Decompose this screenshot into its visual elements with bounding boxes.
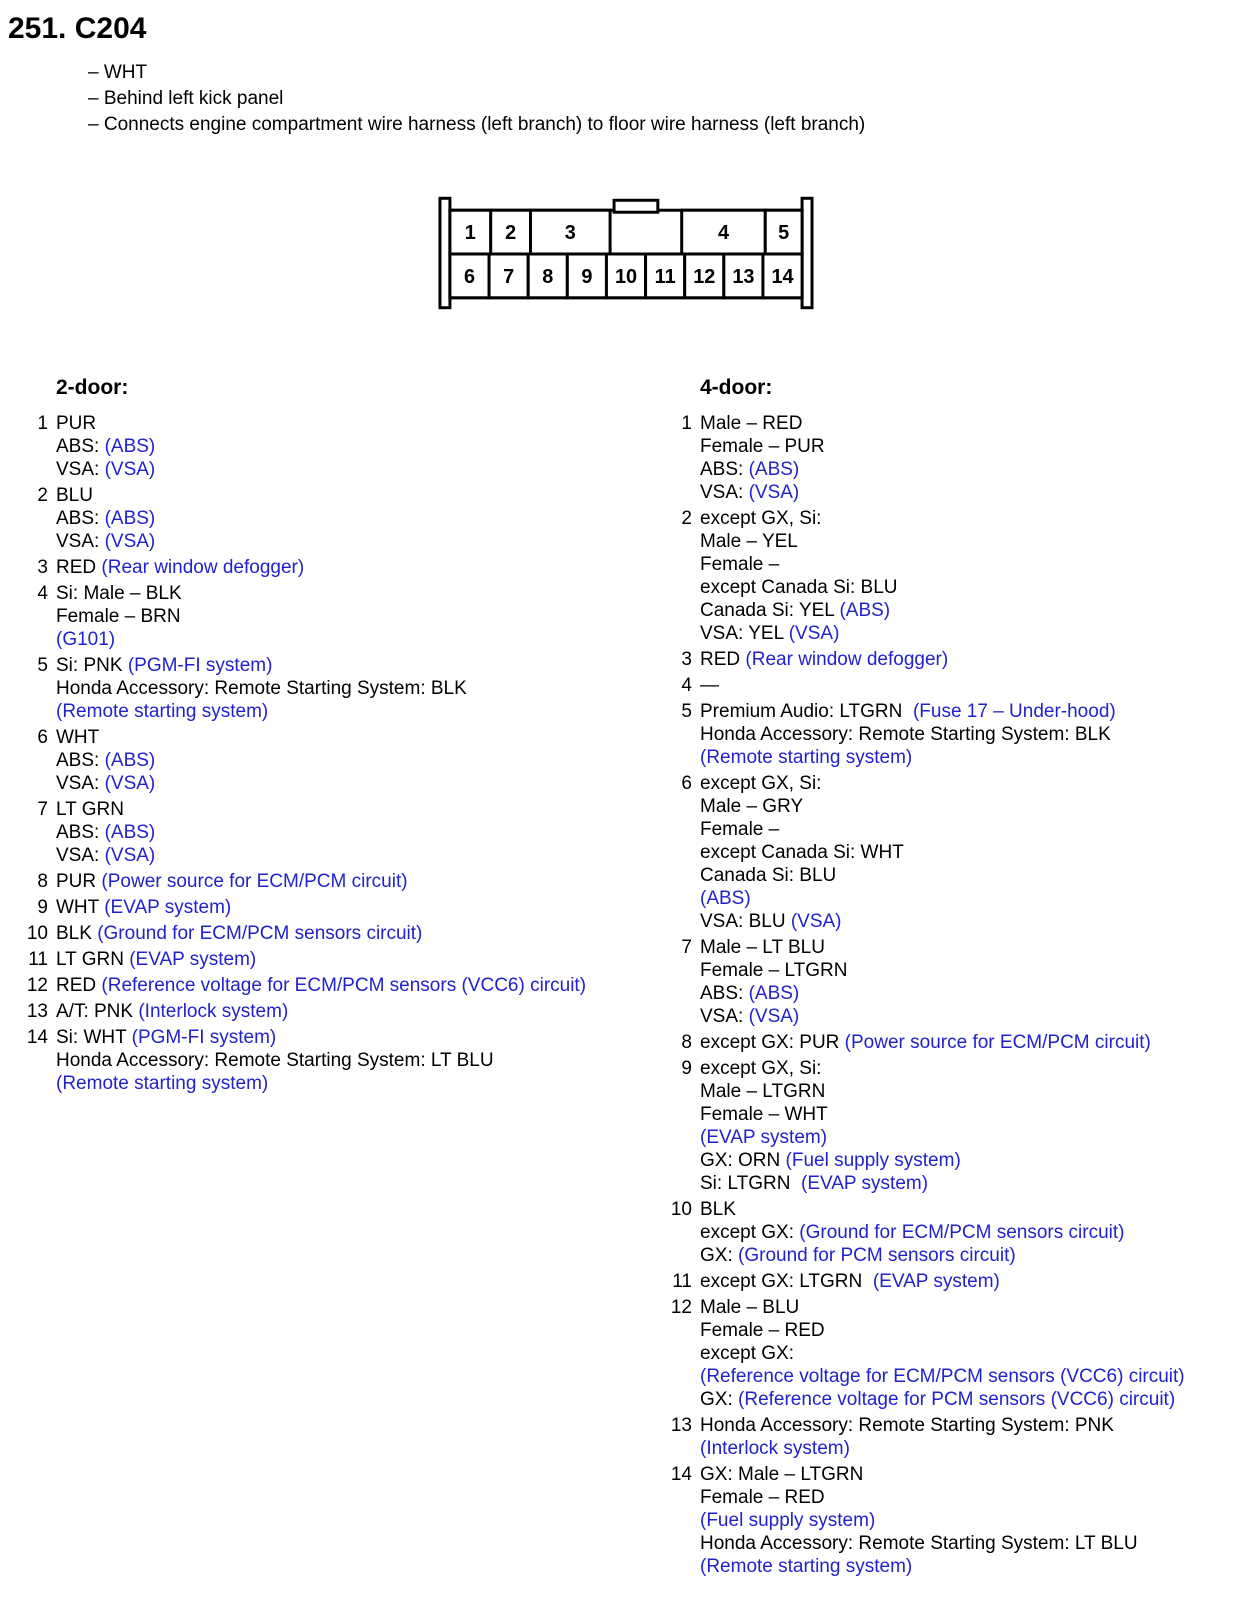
pin-text: Male – BLU [700, 1297, 800, 1318]
pin-line [700, 795, 1231, 818]
pin-number: 13 [26, 1001, 48, 1022]
pin-text: Female – RED [700, 1320, 825, 1341]
pin-line [700, 1031, 1231, 1054]
pin-line [700, 530, 1231, 553]
pin-entry [18, 870, 662, 893]
pin-line [700, 1198, 1231, 1221]
pin-number: 7 [681, 937, 692, 958]
pin-text: VSA: YEL [700, 623, 789, 644]
pin-line [700, 723, 1231, 746]
svg-text:3: 3 [564, 222, 576, 245]
pin-description [700, 674, 1231, 697]
svg-text:1: 1 [464, 222, 476, 245]
system-reference-link[interactable]: (EVAP system) [129, 949, 257, 970]
pin-text: Premium Audio: LTGRN [700, 701, 913, 722]
pin-line [56, 974, 662, 997]
svg-text:6: 6 [463, 265, 476, 288]
pin-line [56, 556, 662, 579]
pin-number: 6 [681, 773, 692, 794]
pin-entry [662, 674, 1231, 697]
pin-line [700, 1244, 1231, 1267]
pin-text: RED [56, 975, 102, 996]
pin-text: Female – WHT [700, 1104, 828, 1125]
pin-entry [18, 556, 662, 579]
system-reference-link[interactable]: (Remote starting system) [700, 1556, 913, 1577]
connector-diagram [437, 194, 815, 312]
pin-number: 7 [37, 799, 48, 820]
svg-text:2: 2 [505, 222, 517, 245]
system-reference-link[interactable]: (Power source for ECM/PCM circuit) [844, 1032, 1151, 1053]
system-reference-link[interactable]: (VSA) [104, 845, 156, 866]
pin-line [700, 435, 1231, 458]
pin-text: Female – [700, 819, 780, 840]
pin-text: Si: Male – BLK [56, 583, 182, 604]
pin-text: Female – RED [700, 1487, 825, 1508]
pin-text: GX: [700, 1389, 739, 1410]
system-reference-link[interactable]: (Ground for ECM/PCM sensors circuit) [97, 923, 423, 944]
pin-line [56, 798, 662, 821]
pin-text: except Canada Si: BLU [700, 577, 898, 598]
pin-line [56, 948, 662, 971]
system-reference-link[interactable]: (ABS) [748, 983, 800, 1004]
pin-line [56, 700, 662, 723]
pin-text: Honda Accessory: Remote Starting System: LT BLU [700, 1533, 1138, 1554]
pin-entry [662, 936, 1231, 1028]
bullet-line: – Connects engine compartment wire harness (left branch) to floor wire harness (left branch) [88, 114, 866, 135]
pin-line [700, 458, 1231, 481]
pin-description [700, 1031, 1231, 1054]
pin-line [700, 1342, 1231, 1365]
pin-column-0 [18, 376, 662, 1581]
pin-text: ABS: [56, 822, 105, 843]
pin-line [700, 910, 1231, 933]
pin-entry [18, 654, 662, 723]
pin-number: 1 [681, 413, 692, 434]
pin-number: 2 [37, 485, 48, 506]
pin-text: A/T: PNK [56, 1001, 139, 1022]
pin-text: Male – GRY [700, 796, 804, 817]
svg-text:11: 11 [654, 265, 676, 288]
pin-description [56, 1026, 662, 1095]
system-reference-link[interactable]: (VSA) [748, 1006, 800, 1027]
pin-description [56, 948, 662, 971]
system-reference-link[interactable]: (EVAP system) [104, 897, 232, 918]
pin-line [56, 582, 662, 605]
pin-line [700, 1103, 1231, 1126]
pin-description [700, 936, 1231, 1028]
pin-entry [662, 507, 1231, 645]
pin-entry [18, 948, 662, 971]
pin-text: ABS: [700, 983, 749, 1004]
pin-number: 3 [37, 557, 48, 578]
pin-description [700, 412, 1231, 504]
pin-line [700, 1221, 1231, 1244]
system-reference-link[interactable]: (PGM-FI system) [131, 1027, 277, 1048]
system-reference-link[interactable]: (ABS) [104, 436, 156, 457]
system-reference-link[interactable]: (EVAP system) [872, 1271, 1000, 1292]
pin-entry [18, 582, 662, 651]
pin-text: except GX, Si: [700, 773, 822, 794]
pin-text: VSA: [700, 482, 749, 503]
column-heading: 4-door: [700, 376, 773, 399]
pin-description [700, 700, 1231, 769]
pin-line [56, 412, 662, 435]
pin-line [700, 700, 1231, 723]
pin-line [700, 1509, 1231, 1532]
pin-line [700, 864, 1231, 887]
pin-line [56, 749, 662, 772]
system-reference-link[interactable]: (VSA) [790, 911, 842, 932]
system-reference-link[interactable]: (Interlock system) [138, 1001, 289, 1022]
system-reference-link[interactable]: (EVAP system) [700, 1127, 828, 1148]
system-reference-link[interactable]: (ABS) [748, 459, 800, 480]
pin-description [56, 922, 662, 945]
system-reference-link[interactable]: (Rear window defogger) [101, 557, 305, 578]
system-reference-link[interactable]: (ABS) [104, 750, 156, 771]
pin-line [700, 1532, 1231, 1555]
pin-line [56, 844, 662, 867]
system-reference-link[interactable]: (EVAP system) [801, 1173, 929, 1194]
pin-text: LT GRN [56, 949, 130, 970]
pin-text: Male – LTGRN [700, 1081, 826, 1102]
pin-line [700, 1080, 1231, 1103]
pin-column-1 [662, 376, 1231, 1581]
pin-line [700, 1319, 1231, 1342]
pin-line [700, 982, 1231, 1005]
pin-text: VSA: BLU [700, 911, 791, 932]
pin-line [700, 507, 1231, 530]
pin-text: Canada Si: BLU [700, 865, 837, 886]
svg-text:12: 12 [693, 265, 716, 288]
system-reference-link[interactable]: (Ground for PCM sensors circuit) [738, 1245, 1016, 1266]
pin-description [56, 870, 662, 893]
pin-description [700, 1296, 1231, 1411]
pin-line [56, 530, 662, 553]
pin-entry [18, 974, 662, 997]
pin-description [700, 1463, 1231, 1578]
pin-text: PUR [56, 871, 102, 892]
pin-line [700, 936, 1231, 959]
system-reference-link[interactable]: (Remote starting system) [56, 701, 269, 722]
pin-line [56, 677, 662, 700]
pin-line [700, 1149, 1231, 1172]
pin-line [700, 1463, 1231, 1486]
pin-text: ABS: [56, 508, 105, 529]
pin-line [56, 870, 662, 893]
pin-description [700, 507, 1231, 645]
pin-line [56, 605, 662, 628]
pin-text: GX: Male – LTGRN [700, 1464, 864, 1485]
pin-text: VSA: [56, 531, 105, 552]
pin-text: VSA: [700, 1006, 749, 1027]
pin-text: LT GRN [56, 799, 124, 820]
pin-text: VSA: [56, 773, 105, 794]
system-reference-link[interactable]: (ABS) [104, 508, 156, 529]
pin-entry [662, 1057, 1231, 1195]
connector-pinout-svg [437, 194, 815, 312]
pin-number: 4 [37, 583, 48, 604]
pin-line [56, 1072, 662, 1095]
pin-text: Female – [700, 554, 780, 575]
pin-number: 12 [26, 975, 48, 996]
pin-description [56, 798, 662, 867]
pin-number: 2 [681, 508, 692, 529]
pin-description [700, 648, 1231, 671]
system-reference-link[interactable]: (ABS) [839, 600, 891, 621]
pin-text: RED [700, 649, 746, 670]
pin-number: 9 [681, 1058, 692, 1079]
pin-entry [662, 700, 1231, 769]
pin-line [700, 818, 1231, 841]
pin-text: except GX, Si: [700, 508, 822, 529]
pin-line [56, 896, 662, 919]
pin-line [700, 1270, 1231, 1293]
pin-line [56, 435, 662, 458]
pin-description [56, 974, 662, 997]
pin-number: 3 [681, 649, 692, 670]
pin-text: BLK [700, 1199, 736, 1220]
pin-entry [18, 798, 662, 867]
pin-line [700, 1005, 1231, 1028]
system-reference-link[interactable]: (Fuse 17 – Under-hood) [912, 701, 1116, 722]
pin-line [700, 841, 1231, 864]
pin-line [700, 746, 1231, 769]
pin-number: 9 [37, 897, 48, 918]
system-reference-link[interactable]: (ABS) [700, 888, 751, 909]
pin-line [56, 1049, 662, 1072]
system-reference-link[interactable]: (Remote starting system) [56, 1073, 269, 1094]
pin-number: 10 [26, 923, 48, 944]
pin-line [56, 458, 662, 481]
pin-line [700, 887, 1231, 910]
pin-number: 11 [672, 1271, 692, 1292]
system-reference-link[interactable]: (VSA) [104, 459, 156, 480]
pin-line [700, 1437, 1231, 1460]
pin-line [700, 412, 1231, 435]
pin-text: Honda Accessory: Remote Starting System: BLK [56, 678, 467, 699]
pin-number: 4 [681, 675, 692, 696]
pin-description [700, 772, 1231, 933]
pin-number: 14 [670, 1464, 692, 1485]
pin-line [700, 576, 1231, 599]
svg-text:8: 8 [542, 265, 554, 288]
pin-text: Female – LTGRN [700, 960, 848, 981]
pin-text: Si: WHT [56, 1027, 132, 1048]
bullet-line: – Behind left kick panel [88, 88, 284, 109]
pin-entry [662, 412, 1231, 504]
pin-line [56, 654, 662, 677]
pin-text: GX: [700, 1245, 739, 1266]
system-reference-link[interactable]: (Interlock system) [700, 1438, 850, 1459]
system-reference-link[interactable]: (ABS) [104, 822, 156, 843]
pin-columns [8, 376, 1231, 1581]
pin-line [56, 628, 662, 651]
svg-text:7: 7 [503, 265, 515, 288]
pin-description [700, 1198, 1231, 1267]
page-title: 251. C204 [8, 12, 147, 45]
pin-text: Honda Accessory: Remote Starting System: LT BLU [56, 1050, 494, 1071]
pin-text: except GX: [700, 1343, 794, 1364]
pin-text: Honda Accessory: Remote Starting System: BLK [700, 724, 1111, 745]
pin-number: 8 [681, 1032, 692, 1053]
system-reference-link[interactable]: (Rear window defogger) [745, 649, 949, 670]
pin-text: RED [56, 557, 102, 578]
pin-entry [18, 726, 662, 795]
svg-text:9: 9 [581, 265, 593, 288]
pin-description [56, 484, 662, 553]
pin-description [56, 896, 662, 919]
system-reference-link[interactable]: (Ground for ECM/PCM sensors circuit) [799, 1222, 1125, 1243]
pin-text: WHT [56, 727, 100, 748]
system-reference-link[interactable]: (VSA) [104, 531, 156, 552]
pin-number: 14 [26, 1027, 48, 1048]
pin-line [700, 674, 1231, 697]
pin-entry [662, 1414, 1231, 1460]
pin-text: Female – PUR [700, 436, 825, 457]
pin-description [56, 412, 662, 481]
pin-number: 5 [37, 655, 48, 676]
pin-description [56, 726, 662, 795]
pin-line [700, 959, 1231, 982]
svg-text:14: 14 [771, 265, 794, 288]
pin-description [56, 654, 662, 723]
pin-description [56, 1000, 662, 1023]
pin-number: 11 [28, 949, 48, 970]
pin-entry [18, 1000, 662, 1023]
pin-entry [18, 922, 662, 945]
pin-line [700, 1296, 1231, 1319]
pin-line [700, 1365, 1231, 1388]
pin-line [56, 821, 662, 844]
pin-entry [662, 1463, 1231, 1578]
pin-text: VSA: [56, 845, 105, 866]
pin-number: 5 [681, 701, 692, 722]
pin-line [700, 622, 1231, 645]
pin-line [56, 772, 662, 795]
pin-text: except GX: [700, 1222, 800, 1243]
pin-text: Si: PNK [56, 655, 128, 676]
pin-line [56, 507, 662, 530]
pin-number: 13 [670, 1415, 692, 1436]
system-reference-link[interactable]: (Reference voltage for ECM/PCM sensors (VCC6) circuit) [700, 1366, 1185, 1387]
pin-text: except Canada Si: WHT [700, 842, 904, 863]
pin-number: 1 [37, 413, 48, 434]
pin-text: Honda Accessory: Remote Starting System: PNK [700, 1415, 1114, 1436]
pin-line [700, 1057, 1231, 1080]
pin-text: GX: ORN [700, 1150, 786, 1171]
pin-text: PUR [56, 413, 97, 434]
system-reference-link[interactable]: (Power source for ECM/PCM circuit) [101, 871, 408, 892]
pin-line [56, 1000, 662, 1023]
pin-line [700, 1126, 1231, 1149]
pin-text: Male – YEL [700, 531, 798, 552]
pin-line [700, 1414, 1231, 1437]
pin-entry [662, 1296, 1231, 1411]
pin-entry [18, 412, 662, 481]
pin-text: ABS: [700, 459, 749, 480]
bullet-list [88, 60, 1231, 138]
pin-text: ABS: [56, 436, 105, 457]
system-reference-link[interactable]: (PGM-FI system) [127, 655, 273, 676]
pin-text: Female – BRN [56, 606, 181, 627]
column-heading: 2-door: [56, 376, 129, 399]
pin-number: 12 [670, 1297, 692, 1318]
pin-line [56, 484, 662, 507]
pin-line [56, 922, 662, 945]
bullet-line: – WHT [88, 62, 148, 83]
pin-entry [662, 1031, 1231, 1054]
system-reference-link[interactable]: (Reference voltage for ECM/PCM sensors (VCC6) circuit) [101, 975, 587, 996]
pin-text: — [700, 675, 719, 696]
pin-line [700, 772, 1231, 795]
pin-line [56, 726, 662, 749]
pin-line [700, 553, 1231, 576]
pin-text: except GX: LTGRN [700, 1271, 873, 1292]
pin-line [700, 481, 1231, 504]
pin-text: except GX: PUR [700, 1032, 845, 1053]
svg-text:10: 10 [614, 265, 638, 288]
pin-text: WHT [56, 897, 105, 918]
pin-description [700, 1414, 1231, 1460]
pin-number: 8 [37, 871, 48, 892]
system-reference-link[interactable]: (Reference voltage for PCM sensors (VCC6) circuit) [738, 1389, 1176, 1410]
system-reference-link[interactable]: (Fuel supply system) [785, 1150, 961, 1171]
pin-entry [662, 772, 1231, 933]
svg-text:13: 13 [732, 265, 755, 288]
pin-text: Si: LTGRN [700, 1173, 801, 1194]
svg-text:4: 4 [717, 222, 730, 245]
pin-number: 6 [37, 727, 48, 748]
system-reference-link[interactable]: (VSA) [748, 482, 800, 503]
pin-text: Canada Si: YEL [700, 600, 840, 621]
pin-line [700, 648, 1231, 671]
svg-text:5: 5 [778, 222, 790, 245]
pin-line [700, 599, 1231, 622]
pin-text: VSA: [56, 459, 105, 480]
system-reference-link[interactable]: (VSA) [104, 773, 156, 794]
pin-description [700, 1270, 1231, 1293]
pin-description [56, 556, 662, 579]
pin-text: BLU [56, 485, 93, 506]
pin-text: BLK [56, 923, 98, 944]
pin-number: 10 [670, 1199, 692, 1220]
pin-description [700, 1057, 1231, 1195]
system-reference-link[interactable]: (Remote starting system) [700, 747, 913, 768]
pin-line [700, 1555, 1231, 1578]
pin-entry [662, 648, 1231, 671]
pin-description [56, 582, 662, 651]
pin-text: except GX, Si: [700, 1058, 822, 1079]
pin-line [56, 1026, 662, 1049]
pin-text: Male – LT BLU [700, 937, 825, 958]
pin-text: Male – RED [700, 413, 803, 434]
system-reference-link[interactable]: (G101) [56, 629, 116, 650]
pin-line [700, 1388, 1231, 1411]
pin-line [700, 1172, 1231, 1195]
pin-line [700, 1486, 1231, 1509]
pin-entry [18, 484, 662, 553]
pin-text: ABS: [56, 750, 105, 771]
system-reference-link[interactable]: (VSA) [788, 623, 840, 644]
pin-entry [662, 1198, 1231, 1267]
pin-entry [18, 1026, 662, 1095]
pin-entry [18, 896, 662, 919]
pin-entry [662, 1270, 1231, 1293]
system-reference-link[interactable]: (Fuel supply system) [700, 1510, 876, 1531]
